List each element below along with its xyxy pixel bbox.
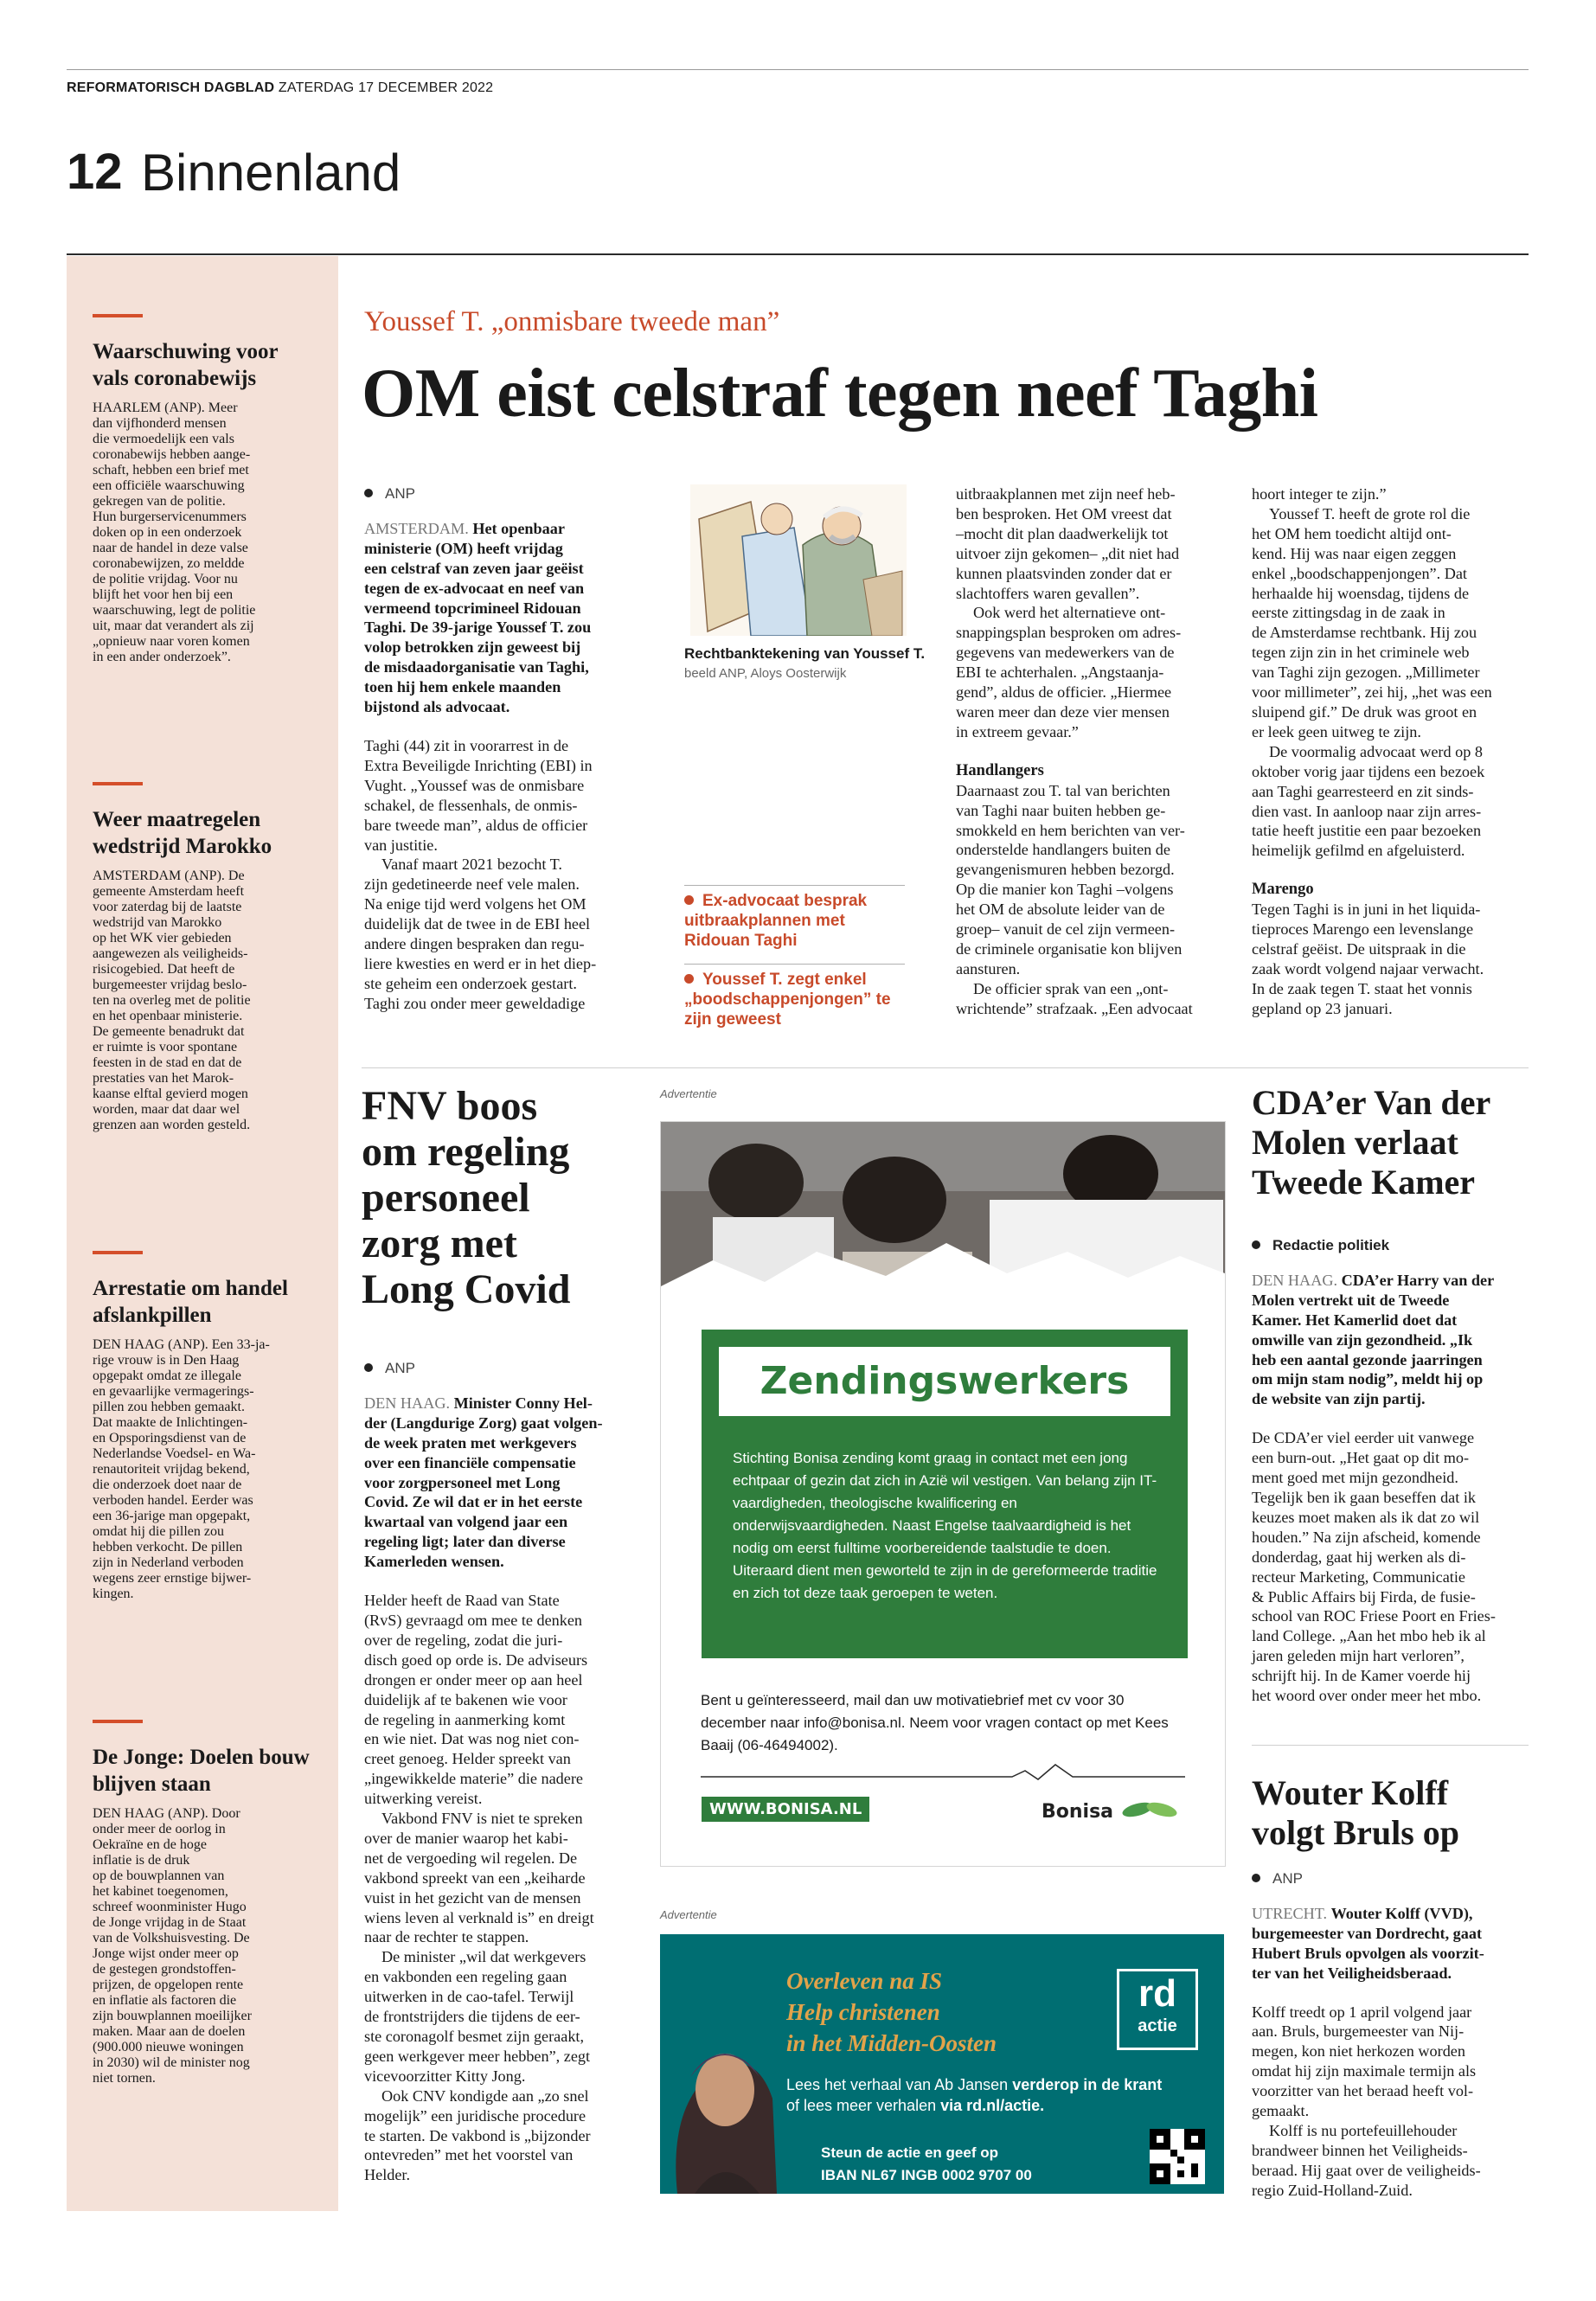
brief-title: Weer maatregelen wedstrijd Marokko [93, 808, 272, 858]
kolff-article: ANP UTRECHT. Wouter Kolff (VVD), burgemeester van Dordrecht, gaat Hubert Bruls opvolgen als voorzit- ter van het Veiligheidsberaad. Kolff treedt op 1 april volgend jaar aan. Bruls, burgemeester van Nij- megen, kon niet herkozen worden omdat hij zijn maximale termijn als voorzitter van het beraad heeft vol- gemaakt. Kolff is nu portefeuillehouder brandweer binnen het Veiligheids- beraad. Hij gaat over de veiligheids- regio Zuid-Holland-Zuid. [1252, 1870, 1484, 2199]
brief-body: AMSTERDAM (ANP). De gemeente Amsterdam heeft voor zaterdag bij de laatste wedstrijd van Marokko op het WK vier gebieden aangewezen als veiligheids- risicogebied. Dat heeft de burgemeester vrijdag beslo- ten na overleg met de politie en het openbaar ministerie. De gemeente benadrukt dat er ruimte is voor spontane feesten in de stad en dat de prestaties van het Marok- kaanse elftal gevierd mogen worden, maar dat daar wel grenzen aan worden gesteld. [93, 868, 251, 1132]
brief-accent [93, 314, 143, 317]
bonisa-leaf-icon [1120, 1798, 1181, 1821]
brief-title: Waarschuwing voor vals coronabewijs [93, 340, 279, 390]
article-col-3: uitbraakplannen met zijn neef heb- ben besproken. Het OM vreest dat –mocht dit plan daadwerkelijk tot uitvoer zijn gekomen– „dit niet had kunnen plaatsvinden zonder dat er slachtoffers waren gevallen”. Ook werd het alternatieve ont- snappingsplan besproken om adres- gegevens van medewerkers van de EBI te achterhalen. „Angstaanja- gend”, aldus de officier. „Hiermee waren meer dan deze vier mensen in extreem gevaar.” Handlangers Daarnaast zou T. tal van berichten van Taghi naar buiten hebben ge- smokkeld en hem berichten van ver- onderstelde handlangers buiten de gevangenismuren hebben bezorgd. Op die manier kon Taghi –volgens het OM de absolute leider van de groep– vanuit de cel zijn vermeen- de criminele organisatie kon blijven aansturen. De officier sprak van een „ont- wrichtende” strafzaak. „Een advocaat [956, 484, 1227, 1019]
pull-quote: Ex-advocaat besprak uitbraakplannen met Ridouan Taghi [684, 892, 868, 950]
pull-quote: Youssef T. zegt enkel „boodschappenjongen” te zijn geweest [684, 971, 891, 1029]
ad-support: Steun de actie en geef op IBAN NL67 INGB 0002 9707 00 [821, 2144, 1032, 2183]
ad-headline: Overleven na IS Help christenen in het Midden-Oosten [786, 1968, 997, 2056]
rd-actie-ad[interactable] [660, 1934, 1224, 2194]
ad-textbox [702, 1330, 1188, 1658]
header-rule [67, 253, 1529, 255]
qr-code-icon[interactable] [1150, 2129, 1205, 2184]
fnv-headline: FNV boos om regeling personeel zorg met Long Covid [362, 1083, 571, 1312]
bonisa-logo: Bonisa [1042, 1798, 1181, 1823]
brief-title: Arrestatie om handel afslankpillen [93, 1277, 288, 1327]
ad-contact: Bent u geïnteresseerd, mail dan uw motivatiebrief met cv voor 30 december naar info@bonisa.nl. Neem voor vragen contact op met Kees Baaij (06-46494002). [701, 1692, 1169, 1753]
ad-line-decoration [701, 1758, 1185, 1784]
article-kicker: Youssef T. „onmisbare tweede man” [364, 306, 780, 337]
kolff-headline: Wouter Kolff volgt Bruls op [1252, 1773, 1460, 1852]
article-body: Taghi (44) zit in voorarrest in de Extra Beveiligde Inrichting (EBI) in Vught. „Youssef was de onmisbare schakel, de flessenhals, de onmis- bare tweede man”, aldus de officier van justitie. Vanaf maart 2021 bezocht T. zijn gedetineerde neef vele malen. Na enige tijd werd volgens het OM duidelijk dat de twee in de EBI heel andere dingen bespraken dan regu- liere kwesties en werd er in het diep- ste geheim een onderzoek gestart. Taghi zou onder meer geweldadige [364, 736, 597, 1012]
article-lead: Het openbaar ministerie (OM) heeft vrijdag een celstraf van zeven jaar geëist tegen de ex-advocaat en neef van vermeend topcrimineel Ridouan Taghi. De 39-jarige Youssef T. zou volop betrokken zijn geweest bij de misdaadorganisatie van Taghi, toen hij hem enkele maanden bijstond als advocaat. [364, 519, 592, 716]
brief-title: De Jonge: Doelen bouw blijven staan [93, 1746, 310, 1796]
page-number: 12 [67, 144, 123, 200]
ad-label: Advertentie [660, 1908, 717, 1921]
rd-actie-logo: rd actie [1117, 1969, 1198, 2050]
bonisa-ad[interactable] [660, 1121, 1226, 1867]
brief [93, 1720, 313, 2086]
brief-body: HAARLEM (ANP). Meer dan vijfhonderd mensen die vermoedelijk een vals coronabewijs hebben aange- schaft, hebben een brief met een officiële waarschuwing gekregen van de politie. Hun burgerservicenummers doken op in een onderzoek naar de handel in deze valse coronabewijzen, zo meldde de politie vrijdag. Voor nu blijft het voor hen bij een waarschuwing, legt de politie uit, maar dat verandert als zij „opnieuw naar voren komen in een ander onderzoek”. [93, 401, 256, 664]
dateline: AMSTERDAM. [364, 519, 469, 537]
ad-label: Advertentie [660, 1087, 717, 1100]
section-title: Binnenland [141, 144, 401, 202]
masthead: REFORMATORISCH DAGBLAD ZATERDAG 17 DECEMBER 2022 [67, 80, 494, 95]
woman-portrait [660, 1995, 781, 2194]
ad-title: Zendingswerkers [719, 1347, 1170, 1416]
article-headline: OM eist celstraf tegen neef Taghi [362, 356, 1318, 432]
ad-url-link[interactable]: WWW.BONISA.NL [702, 1797, 869, 1822]
sketch-caption: Rechtbanktekening van Youssef T. beeld ANP, Aloys Oosterwijk [684, 645, 926, 681]
brief [93, 1251, 313, 1602]
brief [93, 314, 313, 665]
brief-body: DEN HAAG (ANP). Door onder meer de oorlog in Oekraïne en de hoge inflatie is de druk op de bouwplannen van het kabinet toegenomen, schreef woonminister Hugo de Jonge vrijdag in de Staat van de Volkshuisvesting. De Jonge wijst onder meer op de gestegen grondstoffen- prijzen, de opgelopen rente en inflatie als factoren die zijn bouwplannen moeilijker maken. Maar aan de doelen (900.000 nieuwe woningen in 2030) wil de minister nog niet tornen. [93, 1806, 252, 2086]
byline: ANP [364, 484, 635, 504]
fnv-article: ANP DEN HAAG. Minister Conny Hel- der (Langdurige Zorg) gaat volgen- de week praten met werkgevers over een financiële compensatie voor zorgpersoneel met Long Covid. Ze wil dat er in het eerste kwartaal van volgend jaar een regeling ligt; later dan diverse Kamerleden wensen. Helder heeft de Raad van State (RvS) gevraagd om mee te denken over de regeling, zodat die juri- disch goed op orde is. De adviseurs drongen er onder meer op aan heel duidelijk af te bakenen wie voor de regeling in aanmerking komt en wie niet. Dat was nog niet con- creet genoeg. Helder spreekt van „ingewikkelde materie” die nadere uitwerking vereist. Vakbond FNV is niet te spreken over de manier waarop het kabi- net de vergoeding wil regelen. De vakbond spreekt van een „keiharde vuist in het gezicht van de mensen wiens leven al verknald is” en dreigt naar de rechter te stappen. De minister „wil dat werkgevers en vakbonden een regeling gaan uitwerken in de cao-tafel. Terwijl de frontstrijders die tijdens de eer- ste coronagolf besmet zijn geraakt, geen werkgever meer hebben”, zegt vicevoorzitter Kitty Jong. Ook CNV kondigde aan „zo snel mogelijk” een juridische procedure te starten. De vakbond is „bijzonder ontevreden” met het voorstel van Helder. [364, 1360, 603, 2184]
brief [93, 782, 313, 1133]
cda-headline: CDA’er Van der Molen verlaat Tweede Kamer [1252, 1083, 1491, 1202]
masthead-rule [67, 69, 1529, 70]
court-sketch-illustration [690, 484, 907, 636]
article-col-1 [364, 484, 635, 1014]
ad-text: Lees het verhaal van Ab Jansen verderop in de krant of lees meer verhalen via rd.nl/actie. [786, 2076, 1163, 2114]
cda-article: Redactie politiek DEN HAAG. CDA’er Harry van der Molen vertrekt uit de Tweede Kamer. Het Kamerlid doet dat omwille van zijn gezondheid. „Ik heb een aantal gezonde jaarringen om mijn stam nodig”, meldt hij op de website van zijn partij. De CDA’er viel eerder uit vanwege een burn-out. „Het gaat op dit mo- ment goed met mijn gezondheid. Tegelijk ben ik gaan beseffen dat ik keuzes moet maken als ik dat zo wil houden.” Na zijn afscheid, komende donderdag, gaat hij werken als di- recteur Marketing, Communicatie & Public Affairs bij Firda, de fusie- school van ROC Friese Poort en Fries- land College. „Aan het mbo heb ik al jaren geleden mijn hart verloren”, schrijft hij. In de Kamer voerde hij het woord over onder meer het mbo. [1252, 1237, 1496, 1705]
subheading: Handlangers [956, 761, 1044, 779]
article-col-4: hoort integer te zijn.” Youssef T. heeft de grote rol die het OM hem toedicht altijd ont- kend. Hij was naar eigen zeggen enkel „boodschappenjongen”. Dat herhaalde hij woensdag, tijdens de eerste zittingsdag in de zaak in de Amsterdamse rechtbank. Hij zou tegen zijn zin in het criminele web van Taghi zijn gezogen. „Millimeter voor millimeter”, zei hij, „het was een sluipend gif.” De druk was groot en er leek geen uitweg te zijn. De voormalig advocaat werd op 8 oktober vorig jaar tijdens een bezoek aan Taghi gearresteerd en zit sinds- dien vast. In aanloop naar zijn arres- tatie heeft justitie een paar bezoeken heimelijk gefilmd en afgeluisterd. Marengo Tegen Taghi is in juni in het liquida- tieproces Marengo een levenslange celstraf geëist. De uitspraak in die zaak wordt volgend najaar verwacht. In de zaak tegen T. staat het vonnis gepland op 23 januari. [1252, 484, 1522, 1019]
section-divider [362, 1067, 1529, 1068]
brief-body: DEN HAAG (ANP). Een 33-ja- rige vrouw is in Den Haag opgepakt omdat ze illegale en gevaarlijke vermagerings- pillen zou hebben gemaakt. Dat maakte de Inlichtingen- en Opsporingsdienst van de Nederlandse Voedsel- en Wa- renautoriteit vrijdag bekend, die onderzoek doet naar de verboden handel. Eerder was een 36-jarige man opgepakt, omdat hij die pillen zou hebben verkocht. De pillen zijn in Nederland verboden wegens zeer ernstige bijwer- kingen. [93, 1337, 270, 1601]
classroom-photo [661, 1122, 1225, 1312]
subheading: Marengo [1252, 881, 1314, 899]
ad-body: Stichting Bonisa zending komt graag in contact met een jong echtpaar of gezin dat zich in Azië wil vestigen. Van belang zijn IT-vaardigheden, theologische kwalificering en onderwijsvaardigheden. Naast Engelse taalvaardigheid is het nodig om eerst fulltime voorbereidende taalstudie te doen. Uiteraard dient men geworteld te zijn in de gereformeerde traditie en zich tot deze taak geroepen te weten. [733, 1450, 1157, 1601]
